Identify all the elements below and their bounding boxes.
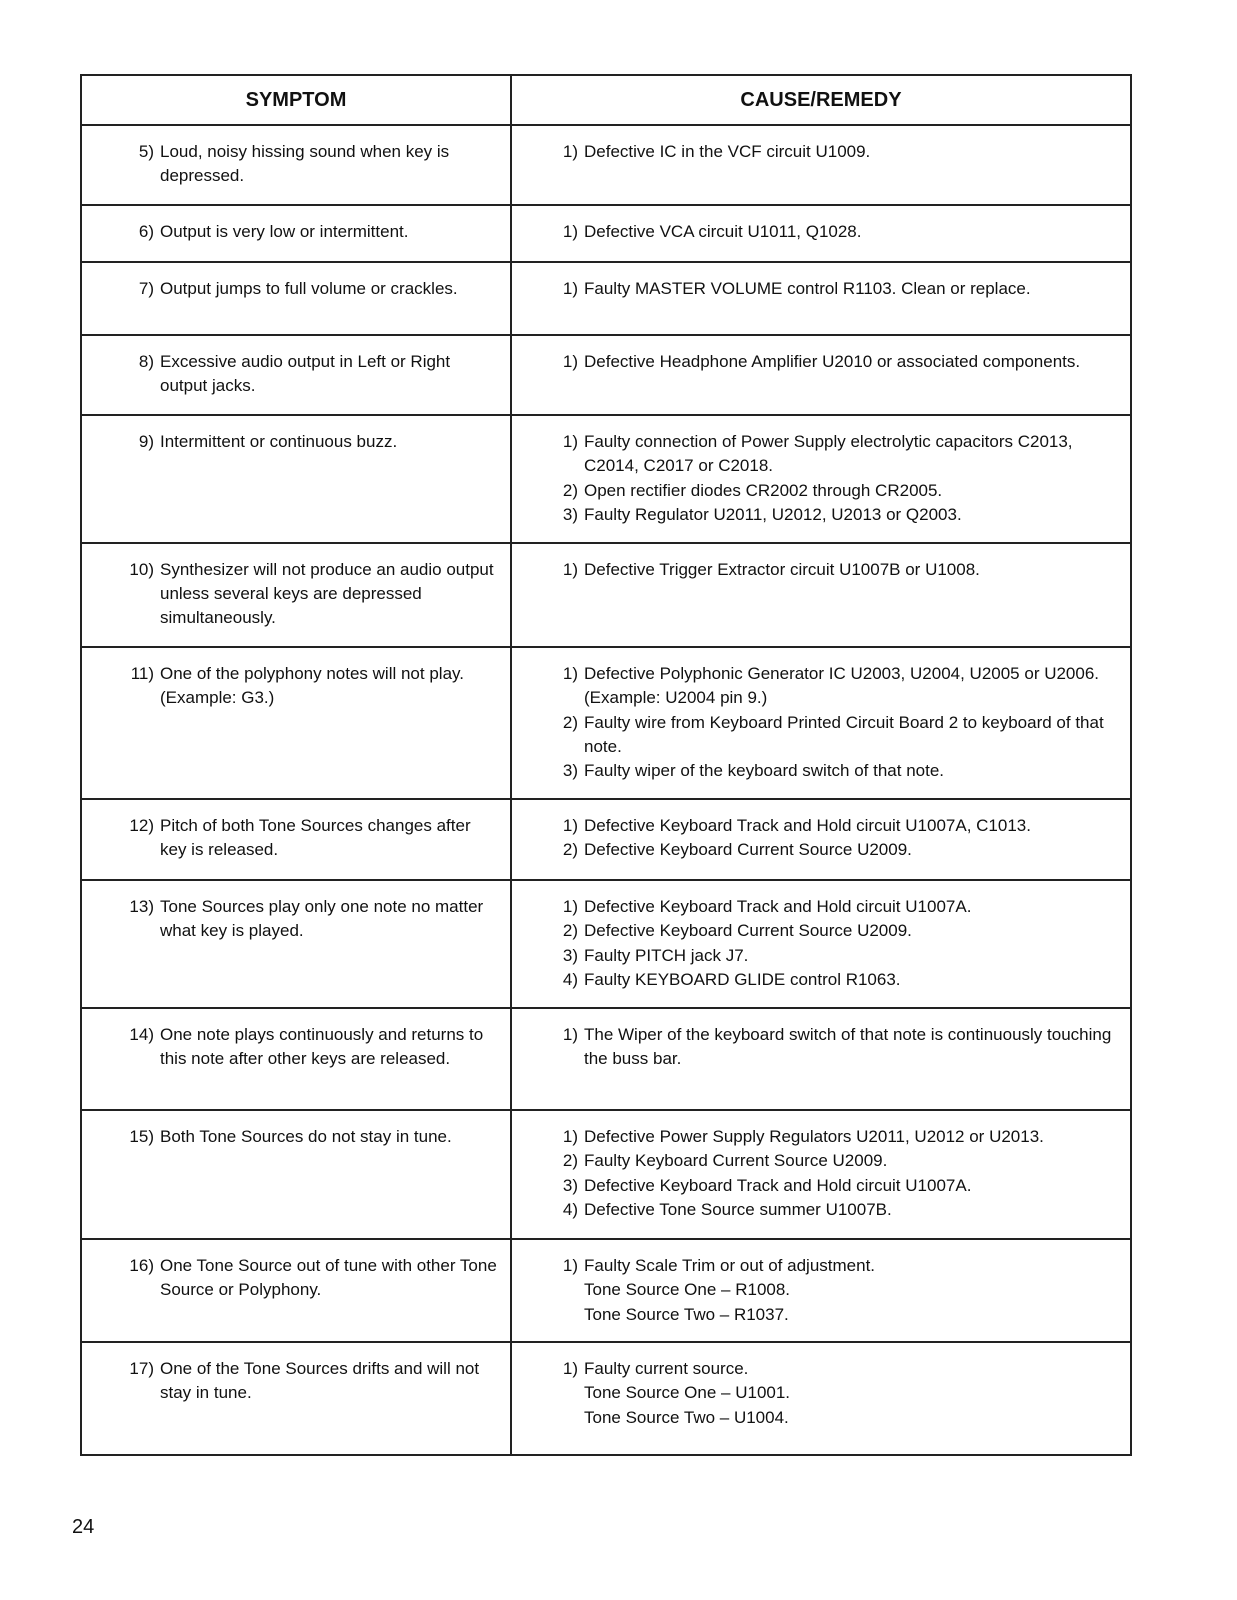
cause-item bbox=[558, 1174, 1120, 1198]
cause-content bbox=[584, 1198, 1120, 1222]
cause-item bbox=[558, 1125, 1120, 1149]
symptom-number: 11) bbox=[130, 664, 154, 683]
cause-number: 1) bbox=[562, 664, 578, 683]
symptom-cell bbox=[81, 543, 511, 647]
cause-remedy-cell bbox=[511, 415, 1131, 543]
cause-number: 3) bbox=[562, 504, 578, 524]
symptom-item bbox=[120, 1254, 500, 1302]
table-row bbox=[81, 125, 1131, 205]
symptom-number: 9) bbox=[138, 432, 154, 451]
cause-number: 1) bbox=[562, 1025, 578, 1044]
table-row bbox=[81, 1239, 1131, 1342]
symptom-cell bbox=[81, 880, 511, 1008]
symptom-number: 16) bbox=[129, 1256, 154, 1275]
symptom-number: 10) bbox=[129, 560, 154, 579]
table-row bbox=[81, 262, 1131, 335]
symptom-text: Output is very low or intermittent. bbox=[160, 222, 409, 241]
cause-item bbox=[558, 814, 1120, 838]
cause-content bbox=[584, 430, 1120, 479]
cause-remedy-cell bbox=[511, 1008, 1131, 1110]
symptom-item bbox=[120, 895, 500, 943]
cause-content bbox=[584, 711, 1120, 760]
cause-item bbox=[558, 1357, 1120, 1430]
cause-content bbox=[584, 1149, 1120, 1173]
symptom-item bbox=[120, 1357, 500, 1405]
symptom-cell bbox=[81, 647, 511, 799]
cause-item bbox=[558, 220, 1120, 244]
table-row bbox=[81, 647, 1131, 799]
table-row bbox=[81, 799, 1131, 880]
symptom-number: 12) bbox=[129, 816, 154, 835]
cause-subline: Tone Source Two – U1004. bbox=[584, 1407, 789, 1427]
symptom-text: One of the Tone Sources drifts and will not stay in tune. bbox=[160, 1359, 480, 1402]
cause-content bbox=[584, 277, 1120, 301]
cause-item bbox=[558, 759, 1120, 783]
table-row bbox=[81, 1110, 1131, 1239]
symptom-number: 7) bbox=[138, 279, 154, 298]
cause-number: 1) bbox=[562, 1127, 578, 1146]
cause-content bbox=[584, 968, 1120, 992]
cause-number: 1) bbox=[562, 142, 578, 161]
cause-number: 1) bbox=[562, 897, 578, 916]
cause-item bbox=[558, 944, 1120, 968]
symptom-text: One note plays continuously and returns to this note after other keys are released. bbox=[160, 1025, 484, 1068]
cause-text: Faulty Keyboard Current Source U2009. bbox=[584, 1151, 888, 1171]
cause-content bbox=[584, 350, 1120, 374]
cause-text: Faulty wire from Keyboard Printed Circuit Board 2 to keyboard of that note. bbox=[584, 712, 1104, 756]
cause-text: Faulty connection of Power Supply electrolytic capacitors C2013, C2014, C2017 or C2018. bbox=[584, 432, 1073, 476]
cause-content bbox=[584, 919, 1120, 943]
cause-number: 3) bbox=[562, 761, 578, 781]
cause-text: Defective Keyboard Current Source U2009. bbox=[584, 921, 912, 941]
cause-text: Open rectifier diodes CR2002 through CR2005. bbox=[584, 480, 943, 500]
symptom-text: Intermittent or continuous buzz. bbox=[160, 432, 398, 451]
cause-item bbox=[558, 1198, 1120, 1222]
cause-number: 1) bbox=[562, 432, 578, 451]
cause-number: 2) bbox=[562, 712, 578, 732]
cause-remedy-cell bbox=[511, 335, 1131, 415]
cause-content bbox=[584, 944, 1120, 968]
cause-text: Defective IC in the VCF circuit U1009. bbox=[584, 142, 871, 161]
cause-remedy-column-header: CAUSE/REMEDY bbox=[511, 75, 1131, 125]
cause-text: Defective Keyboard Track and Hold circuit U1007A. bbox=[584, 1175, 972, 1195]
symptom-text: Output jumps to full volume or crackles. bbox=[160, 279, 458, 298]
cause-text: Faulty KEYBOARD GLIDE control R1063. bbox=[584, 969, 901, 989]
table-row bbox=[81, 880, 1131, 1008]
symptom-number: 14) bbox=[129, 1025, 154, 1044]
symptom-text: One of the polyphony notes will not play. (Example: G3.) bbox=[160, 664, 464, 707]
symptom-item bbox=[120, 558, 500, 630]
cause-number: 3) bbox=[562, 945, 578, 965]
table-row bbox=[81, 543, 1131, 647]
table-row bbox=[81, 1008, 1131, 1110]
cause-number: 4) bbox=[562, 1199, 578, 1219]
cause-text: Defective VCA circuit U1011, Q1028. bbox=[584, 222, 862, 241]
cause-number: 2) bbox=[562, 840, 578, 860]
cause-item bbox=[558, 558, 1120, 582]
cause-text: Faulty PITCH jack J7. bbox=[584, 945, 749, 965]
cause-remedy-cell bbox=[511, 543, 1131, 647]
cause-content bbox=[584, 479, 1120, 503]
symptom-text: Pitch of both Tone Sources changes after key is released. bbox=[160, 816, 471, 859]
cause-text: Defective Polyphonic Generator IC U2003, U2004, U2005 or U2006. (Example: U2004 pin 9.) bbox=[584, 664, 1100, 708]
symptom-item bbox=[120, 662, 500, 710]
cause-remedy-cell bbox=[511, 1239, 1131, 1342]
cause-item bbox=[558, 1254, 1120, 1327]
cause-text: Faulty Regulator U2011, U2012, U2013 or Q2003. bbox=[584, 504, 962, 524]
cause-remedy-cell bbox=[511, 125, 1131, 205]
cause-text: Defective Keyboard Track and Hold circuit U1007A, C1013. bbox=[584, 816, 1031, 835]
cause-number: 1) bbox=[562, 560, 578, 579]
symptom-number: 17) bbox=[129, 1359, 154, 1378]
cause-subline: Tone Source One – R1008. bbox=[584, 1280, 791, 1300]
symptom-item bbox=[120, 430, 500, 454]
symptom-number: 8) bbox=[138, 352, 154, 371]
cause-number: 1) bbox=[562, 222, 578, 241]
symptom-cell bbox=[81, 1110, 511, 1239]
cause-text: Defective Trigger Extractor circuit U1007B or U1008. bbox=[584, 560, 980, 579]
cause-item bbox=[558, 277, 1120, 301]
symptom-cell bbox=[81, 415, 511, 543]
symptom-cell bbox=[81, 1008, 511, 1110]
cause-content bbox=[584, 1254, 1120, 1327]
symptom-item bbox=[120, 1023, 500, 1071]
cause-content bbox=[584, 1357, 1120, 1430]
symptom-item bbox=[120, 350, 500, 398]
table-header-row bbox=[81, 75, 1131, 125]
cause-text: Faulty MASTER VOLUME control R1103. Clean or replace. bbox=[584, 279, 1031, 298]
table-row bbox=[81, 335, 1131, 415]
cause-remedy-cell bbox=[511, 799, 1131, 880]
cause-number: 1) bbox=[562, 1359, 578, 1378]
cause-item bbox=[558, 503, 1120, 527]
page-number: 24 bbox=[72, 1516, 95, 1538]
symptom-text: Excessive audio output in Left or Right output jacks. bbox=[160, 352, 451, 395]
table-body bbox=[81, 125, 1131, 1455]
cause-item bbox=[558, 895, 1120, 919]
symptom-cell bbox=[81, 1239, 511, 1342]
cause-number: 4) bbox=[562, 969, 578, 989]
cause-number: 1) bbox=[562, 279, 578, 298]
symptom-item bbox=[120, 277, 500, 301]
cause-text: Defective Headphone Amplifier U2010 or associated components. bbox=[584, 352, 1081, 371]
cause-number: 1) bbox=[562, 352, 578, 371]
cause-item bbox=[558, 1149, 1120, 1173]
symptom-item bbox=[120, 220, 500, 244]
cause-remedy-cell bbox=[511, 1342, 1131, 1455]
symptom-text: Both Tone Sources do not stay in tune. bbox=[160, 1127, 452, 1146]
cause-remedy-cell bbox=[511, 880, 1131, 1008]
symptom-cell bbox=[81, 205, 511, 262]
cause-text: Faulty wiper of the keyboard switch of that note. bbox=[584, 761, 945, 781]
cause-item bbox=[558, 919, 1120, 943]
cause-content bbox=[584, 220, 1120, 244]
symptom-text: Tone Sources play only one note no matter what key is played. bbox=[160, 897, 484, 940]
cause-content bbox=[584, 140, 1120, 164]
cause-item bbox=[558, 350, 1120, 374]
symptom-cell bbox=[81, 799, 511, 880]
cause-item bbox=[558, 430, 1120, 479]
cause-text: Defective Tone Source summer U1007B. bbox=[584, 1199, 892, 1219]
table-row bbox=[81, 205, 1131, 262]
cause-subline: Tone Source Two – R1037. bbox=[584, 1304, 789, 1324]
cause-item bbox=[558, 838, 1120, 862]
cause-item bbox=[558, 140, 1120, 164]
cause-remedy-cell bbox=[511, 647, 1131, 799]
cause-content bbox=[584, 895, 1120, 919]
cause-content bbox=[584, 1023, 1120, 1072]
cause-item bbox=[558, 1023, 1120, 1072]
symptom-number: 6) bbox=[138, 222, 154, 241]
symptom-text: Synthesizer will not produce an audio output unless several keys are depressed simultaneously. bbox=[160, 560, 494, 627]
symptom-number: 5) bbox=[138, 142, 154, 161]
cause-number: 3) bbox=[562, 1175, 578, 1195]
table-row bbox=[81, 415, 1131, 543]
cause-content bbox=[584, 558, 1120, 582]
cause-content bbox=[584, 1125, 1120, 1149]
cause-number: 1) bbox=[562, 816, 578, 835]
symptom-item bbox=[120, 1125, 500, 1149]
symptom-number: 15) bbox=[129, 1127, 154, 1146]
symptom-text: Loud, noisy hissing sound when key is depressed. bbox=[160, 142, 450, 185]
cause-item bbox=[558, 479, 1120, 503]
symptom-text: One Tone Source out of tune with other Tone Source or Polyphony. bbox=[160, 1256, 497, 1299]
symptom-item bbox=[120, 814, 500, 862]
symptom-column-header: SYMPTOM bbox=[81, 75, 511, 125]
cause-remedy-cell bbox=[511, 1110, 1131, 1239]
cause-content bbox=[584, 662, 1120, 711]
symptom-cell bbox=[81, 335, 511, 415]
cause-text: Defective Keyboard Current Source U2009. bbox=[584, 840, 912, 860]
symptom-cell bbox=[81, 125, 511, 205]
cause-number: 2) bbox=[562, 1151, 578, 1171]
symptom-cell bbox=[81, 262, 511, 335]
troubleshooting-table bbox=[80, 74, 1132, 1456]
cause-text: Faulty Scale Trim or out of adjustment. bbox=[584, 1256, 876, 1275]
cause-remedy-cell bbox=[511, 262, 1131, 335]
cause-number: 1) bbox=[562, 1256, 578, 1275]
cause-item bbox=[558, 968, 1120, 992]
cause-item bbox=[558, 711, 1120, 760]
cause-content bbox=[584, 503, 1120, 527]
cause-text: The Wiper of the keyboard switch of that note is continuously touching the buss bar. bbox=[584, 1025, 1112, 1069]
cause-text: Defective Power Supply Regulators U2011, U2012 or U2013. bbox=[584, 1127, 1044, 1146]
symptom-item bbox=[120, 140, 500, 188]
cause-content bbox=[584, 838, 1120, 862]
cause-content bbox=[584, 814, 1120, 838]
cause-content bbox=[584, 1174, 1120, 1198]
cause-content bbox=[584, 759, 1120, 783]
cause-text: Faulty current source. bbox=[584, 1359, 749, 1378]
cause-text: Defective Keyboard Track and Hold circuit U1007A. bbox=[584, 897, 972, 916]
cause-item bbox=[558, 662, 1120, 711]
cause-number: 2) bbox=[562, 480, 578, 500]
table-row bbox=[81, 1342, 1131, 1455]
cause-number: 2) bbox=[562, 921, 578, 941]
symptom-number: 13) bbox=[129, 897, 154, 916]
symptom-cell bbox=[81, 1342, 511, 1455]
cause-remedy-cell bbox=[511, 205, 1131, 262]
cause-subline: Tone Source One – U1001. bbox=[584, 1383, 791, 1403]
